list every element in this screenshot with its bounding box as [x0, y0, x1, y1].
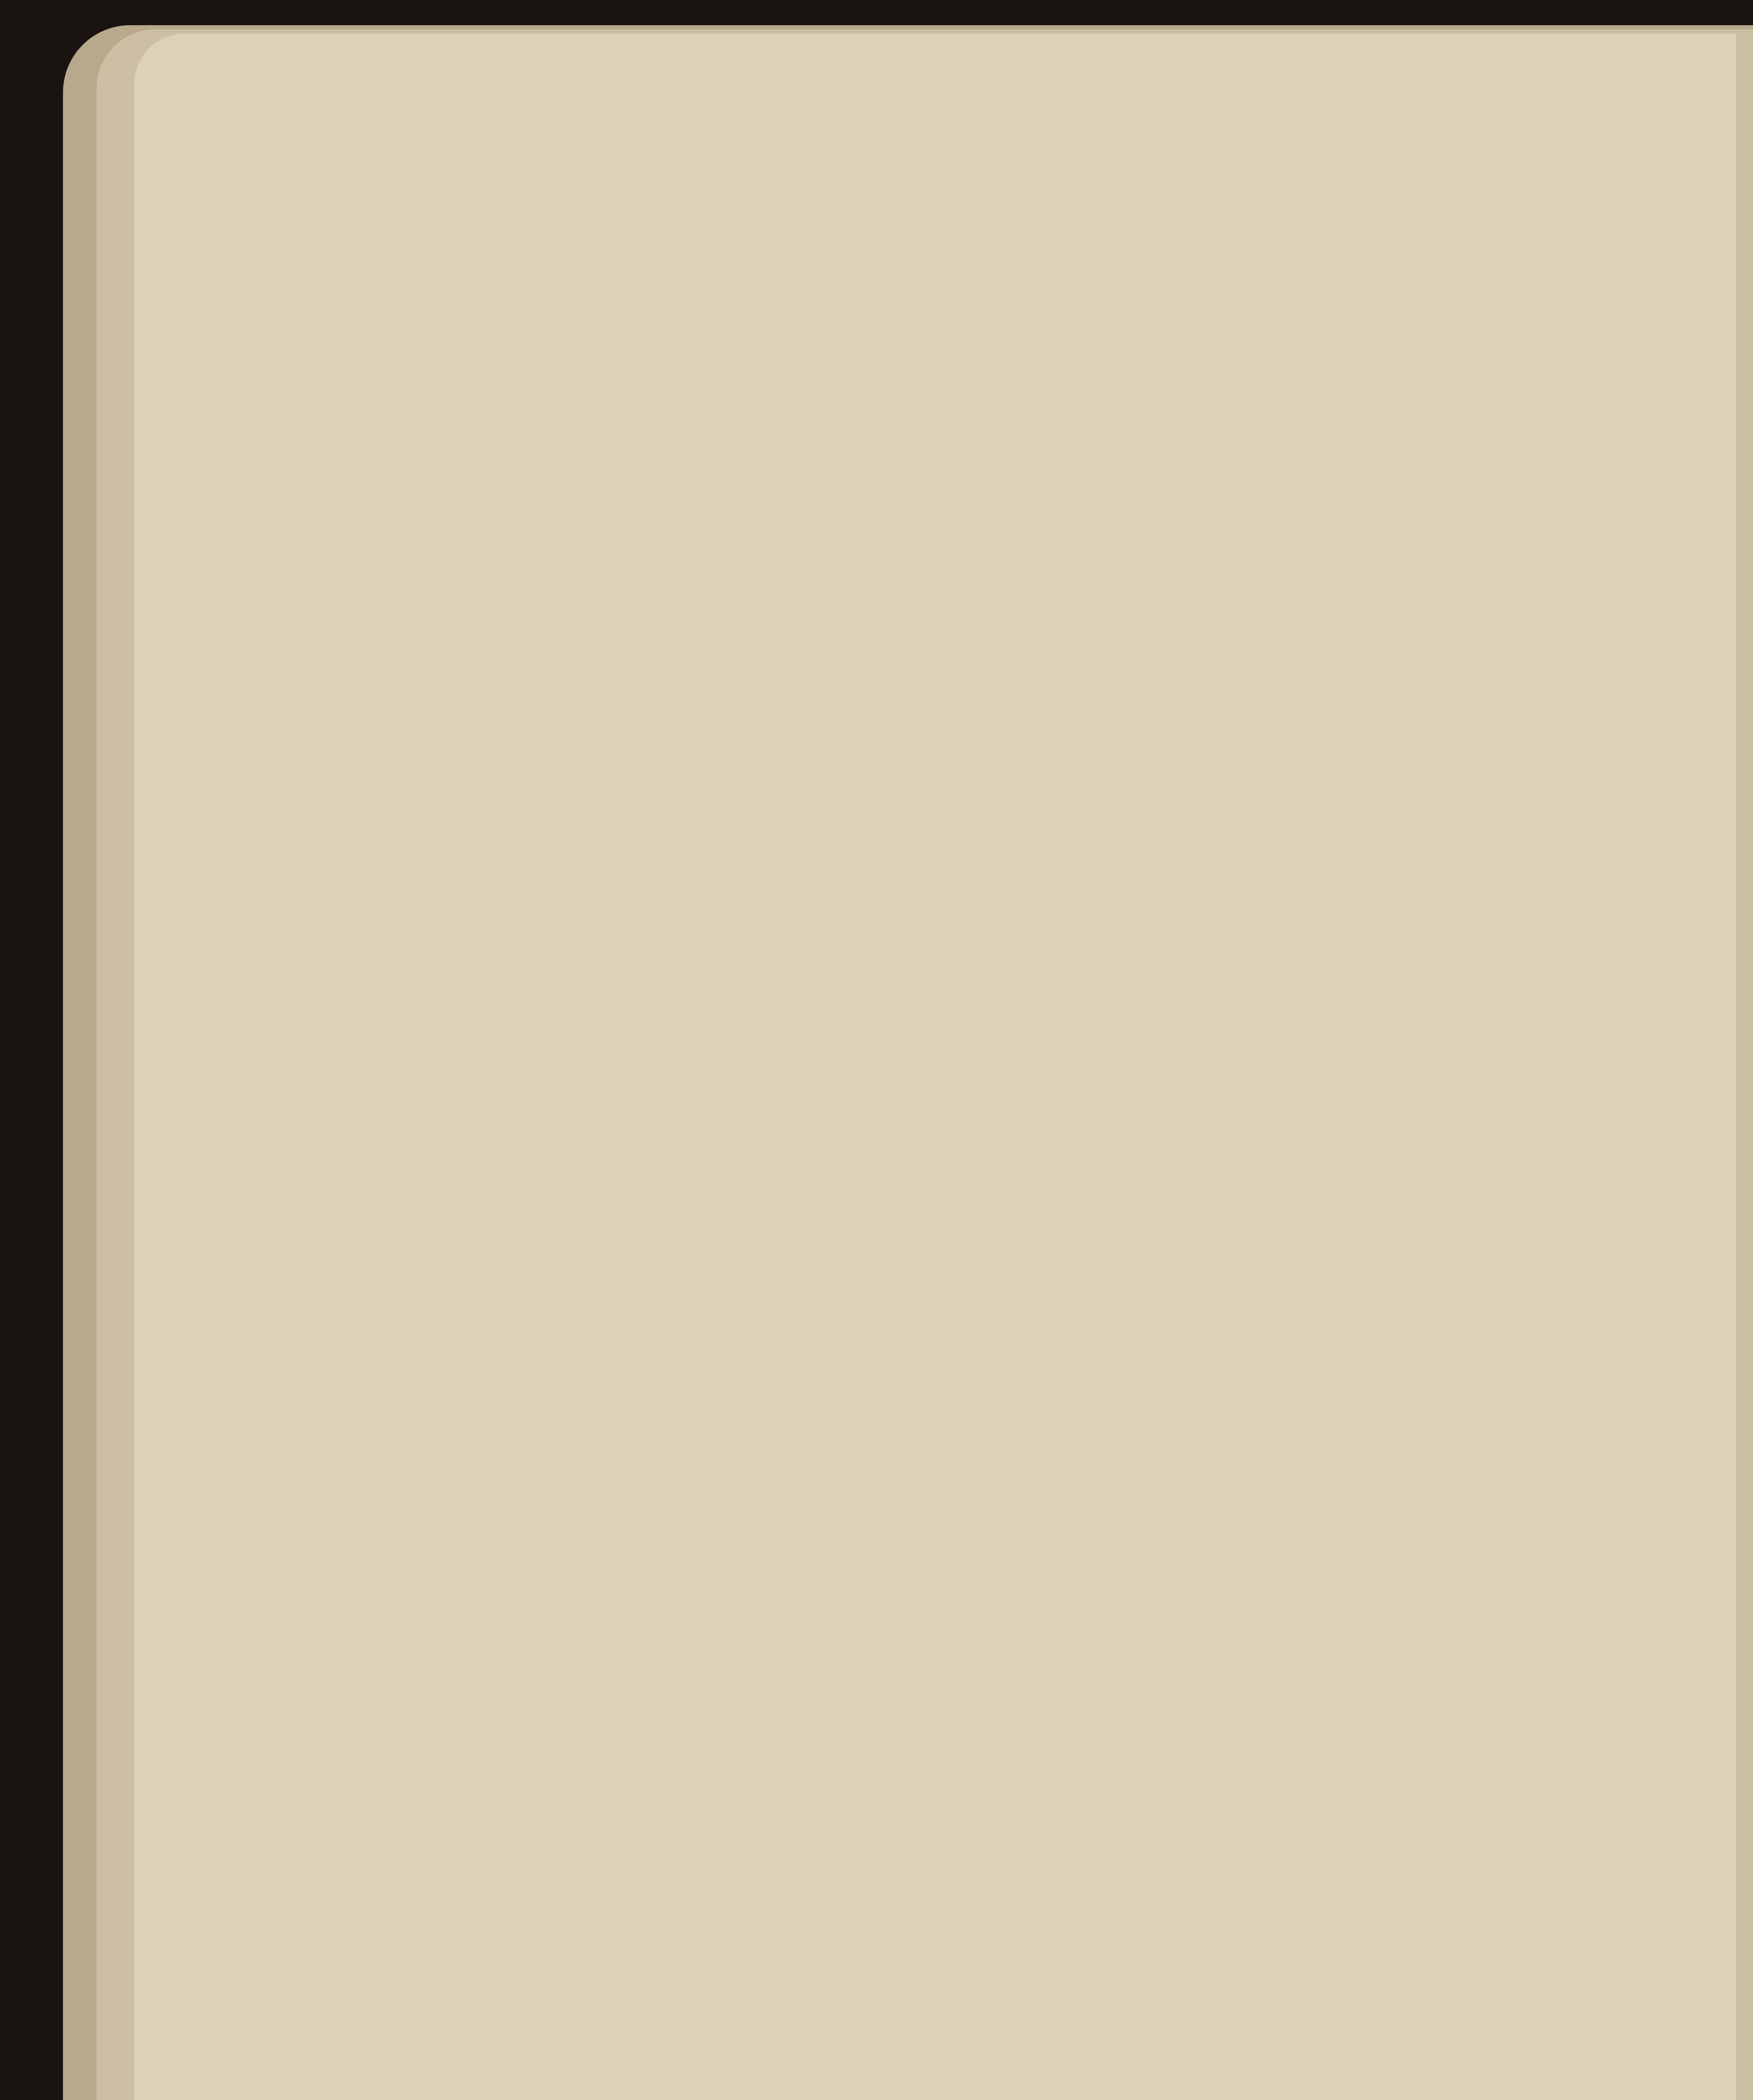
route2-mileage-block [239, 227, 1697, 229]
book-page [134, 34, 1736, 2100]
mileage-label [239, 297, 437, 299]
mileage-label [239, 227, 437, 229]
running-head [239, 97, 1697, 160]
page-content [239, 97, 1697, 299]
route3-mileage-block [239, 297, 1697, 299]
